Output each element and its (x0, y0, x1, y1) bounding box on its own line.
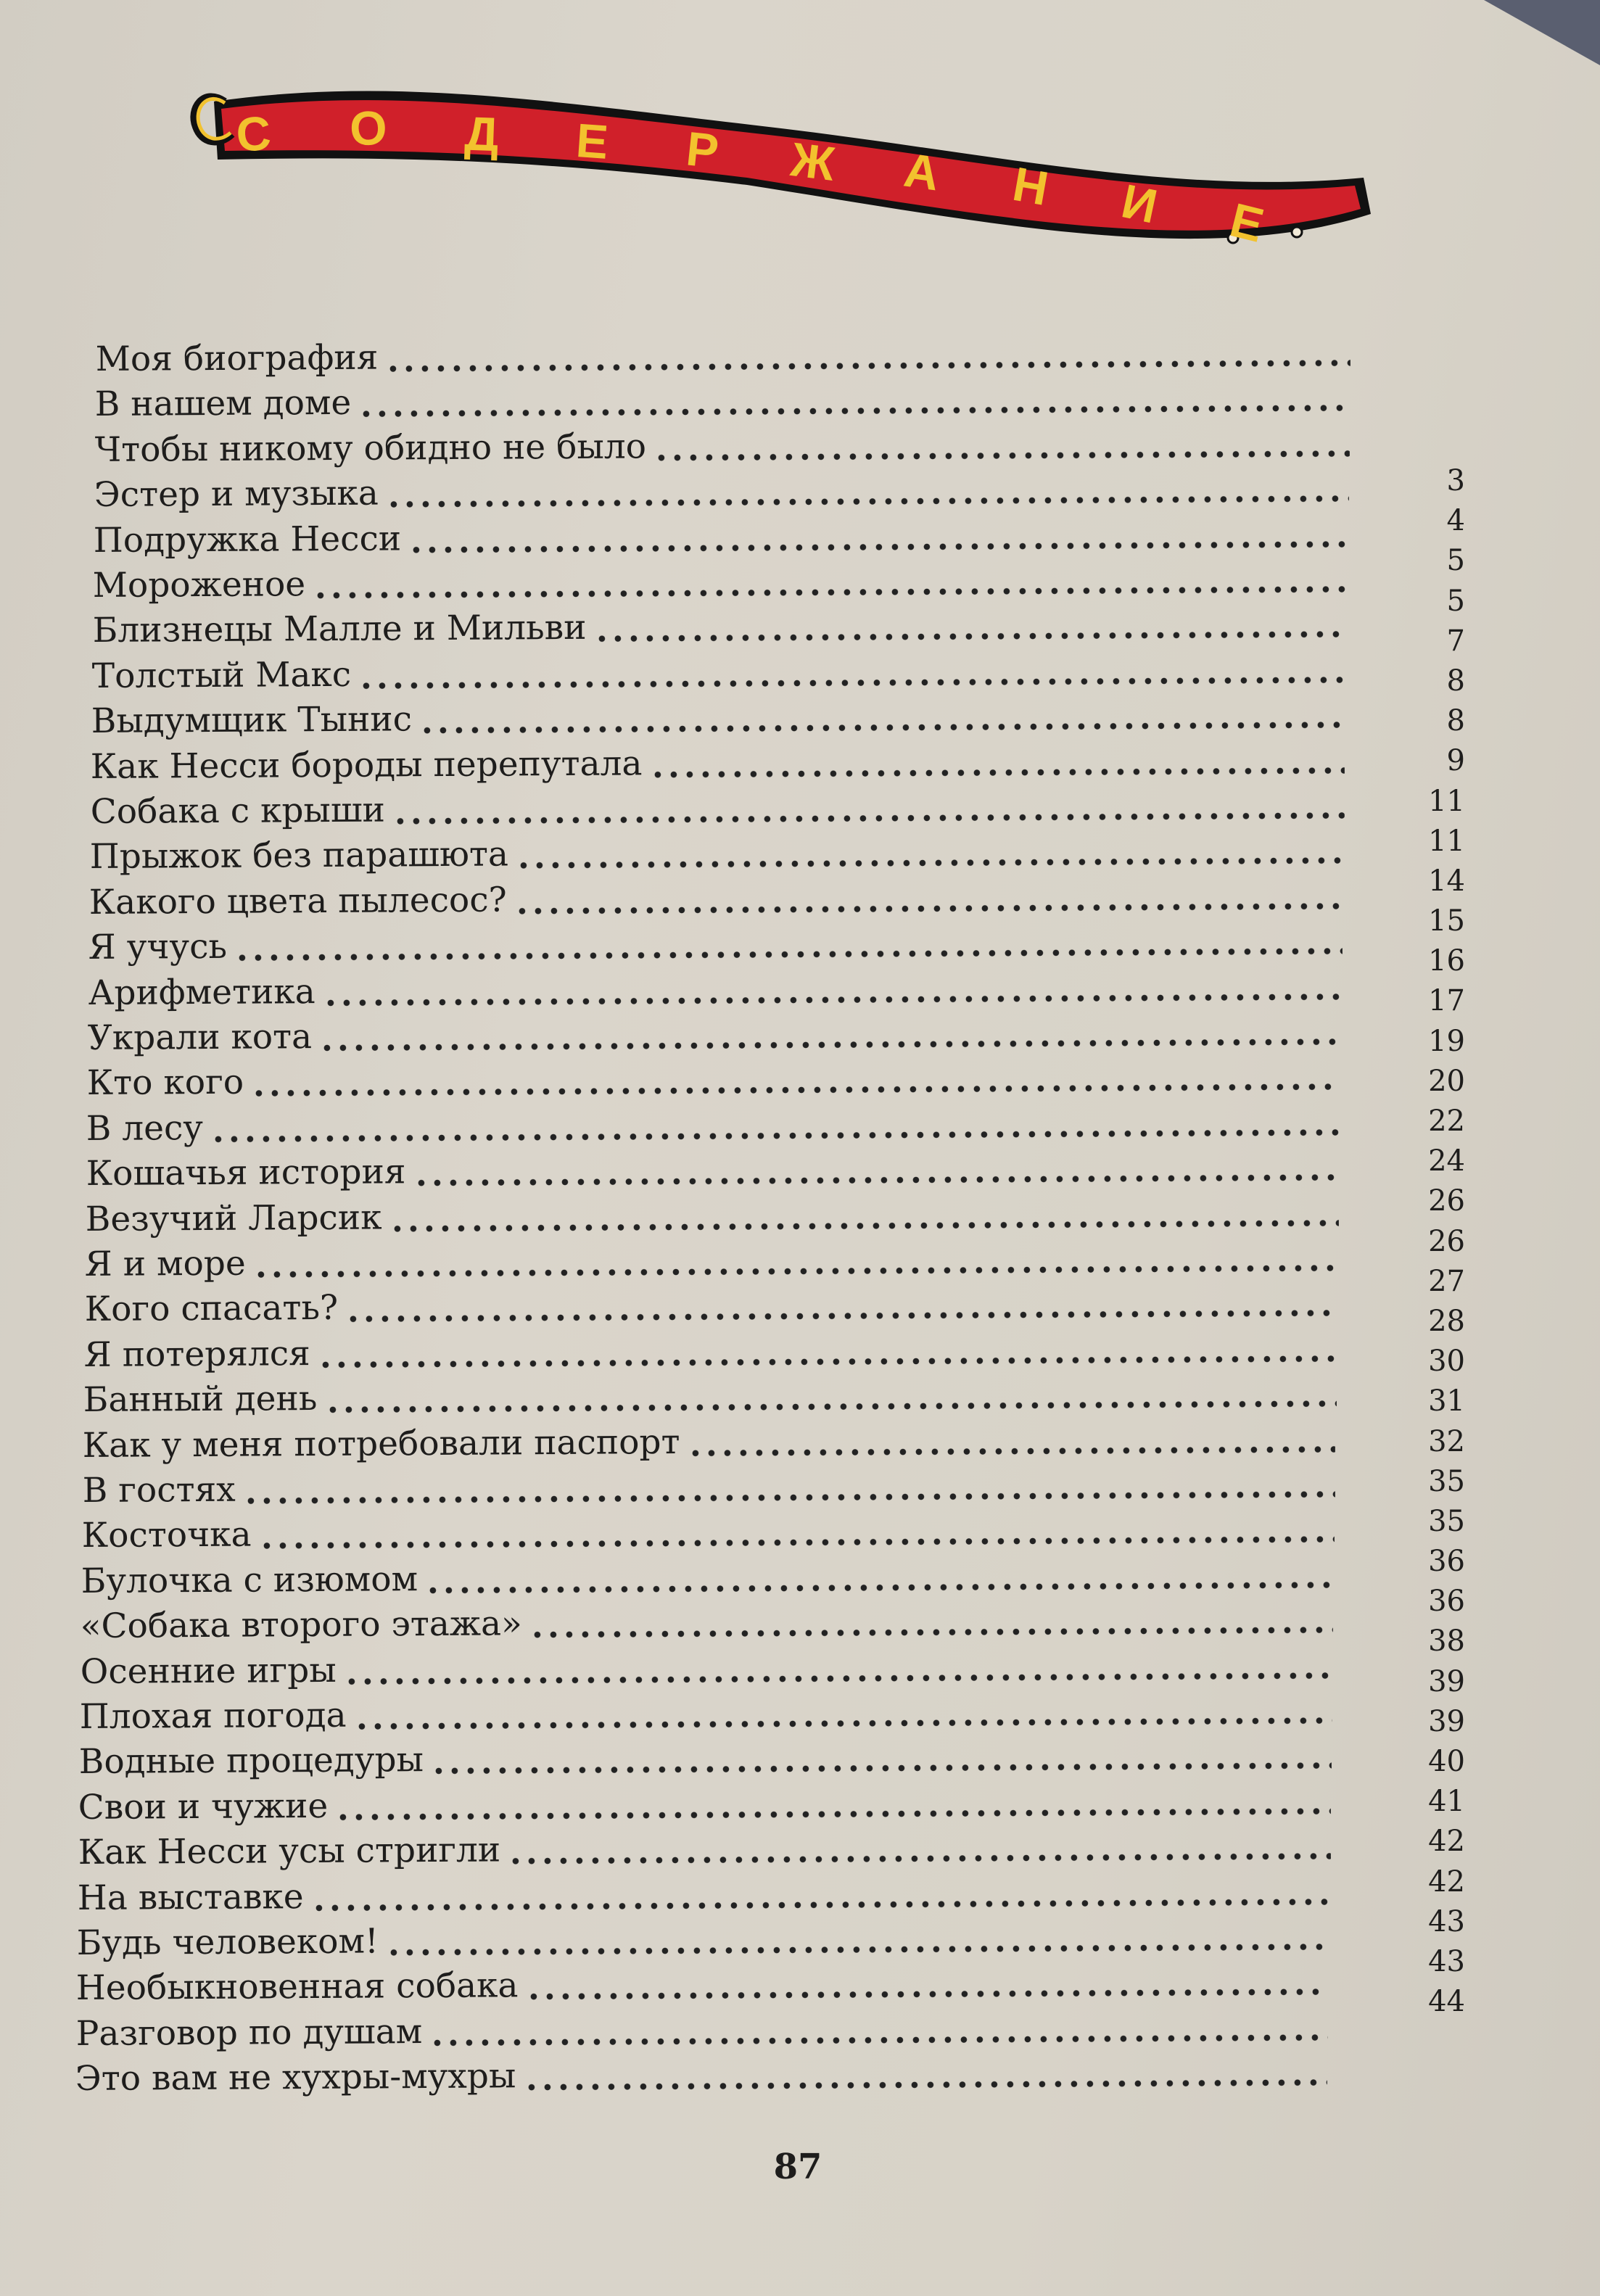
toc-leader-dots (593, 631, 1347, 643)
toc-entry-title: Толстый Макс (91, 654, 352, 696)
toc-leader-dots (650, 767, 1345, 778)
toc-entry[interactable] (83, 1418, 1336, 1466)
toc-leader-dots (358, 676, 1346, 689)
toc-entry[interactable] (86, 1192, 1339, 1240)
toc-page-number: 19 (1428, 1024, 1465, 1058)
toc-entry[interactable] (95, 377, 1350, 426)
toc-entry[interactable] (81, 1508, 1335, 1557)
toc-entry[interactable] (80, 1689, 1332, 1738)
toc-leader-dots (354, 1717, 1332, 1730)
toc-entry[interactable] (81, 1553, 1334, 1602)
toc-leader-dots (253, 1264, 1338, 1278)
toc-entry[interactable] (94, 468, 1348, 516)
toc-entry-title: Арифметика (88, 971, 316, 1013)
toc-entry-title: Моя биография (95, 337, 379, 379)
banner-letter: Н (1009, 156, 1052, 216)
toc-entry[interactable] (80, 1644, 1332, 1693)
page-number: 87 (773, 2147, 822, 2187)
toc-entry-title: Кого спасать? (84, 1288, 338, 1330)
toc-page-number: 26 (1428, 1224, 1465, 1258)
toc-entry[interactable] (96, 331, 1350, 380)
toc-page-number: 28 (1428, 1304, 1465, 1338)
toc-entry[interactable] (93, 558, 1348, 606)
toc-entry[interactable] (75, 2006, 1327, 2055)
toc-leader-dots (345, 1310, 1337, 1323)
toc-page-number: 44 (1428, 1985, 1465, 2019)
toc-entry-title: Косточка (81, 1514, 252, 1556)
toc-entry-title: Банный день (83, 1379, 318, 1421)
toc-page-number: 8 (1446, 664, 1465, 698)
toc-leader-dots (258, 1536, 1335, 1550)
toc-leader-dots (322, 993, 1342, 1007)
toc-entry-title: Собака с крыши (90, 790, 385, 832)
toc-leader-dots (385, 359, 1350, 372)
toc-leader-dots (408, 540, 1348, 553)
toc-leader-dots (392, 812, 1345, 825)
toc-leader-dots (529, 1627, 1333, 1639)
toc-page-number: 31 (1428, 1384, 1465, 1419)
toc-leader-dots (242, 1490, 1335, 1504)
toc-entry-title: Разговор по душам (75, 2011, 423, 2054)
banner-letter: Ж (788, 132, 838, 191)
toc-page-number: 4 (1446, 504, 1465, 538)
toc-leader-dots (251, 1083, 1340, 1097)
toc-entry-title: Чтобы никому обидно не было (94, 426, 646, 470)
toc-entry-title: Близнецы Малле и Мильви (92, 608, 587, 651)
toc-page-number: 40 (1428, 1745, 1465, 1778)
toc-page-number: 14 (1428, 864, 1465, 898)
toc-leader-dots (336, 1807, 1331, 1820)
toc-leader-dots (389, 1219, 1339, 1232)
toc-leader-dots (688, 1445, 1336, 1456)
toc-leader-dots (431, 1762, 1332, 1775)
toc-entry-title: Выдумщик Тынис (91, 699, 413, 742)
toc-leader-dots (311, 1898, 1330, 1912)
toc-leader-dots (234, 948, 1342, 962)
banner-letter: Р (683, 121, 722, 178)
toc-entry-title: В гостях (82, 1469, 236, 1511)
toc-page-number: 41 (1428, 1785, 1465, 1819)
toc-entry[interactable] (87, 1056, 1341, 1104)
toc-entry[interactable] (83, 1327, 1337, 1376)
toc-leader-dots (526, 1989, 1329, 2001)
toc-page-number: 35 (1428, 1504, 1465, 1538)
toc-entry-title: Я потерялся (83, 1333, 310, 1375)
toc-page-number: 30 (1428, 1345, 1465, 1379)
toc-page-number: 20 (1428, 1064, 1465, 1098)
toc-entry[interactable] (85, 1236, 1338, 1285)
toc-page-number: 38 (1428, 1624, 1465, 1659)
toc-leader-dots (514, 902, 1343, 914)
toc-page-number: 15 (1428, 904, 1465, 938)
toc-page-number: 36 (1428, 1585, 1465, 1619)
toc-entry-title: На выставке (77, 1876, 304, 1918)
toc-page-number: 11 (1428, 784, 1465, 818)
toc-entry[interactable] (78, 1870, 1330, 1919)
toc-leader-dots (386, 1943, 1329, 1956)
toc-entry-title: Эстер и музыка (94, 473, 379, 516)
banner-letter: Е (574, 113, 610, 169)
toc-page-number: 8 (1446, 704, 1465, 738)
toc-entry[interactable] (86, 1101, 1340, 1149)
toc-entry[interactable] (82, 1463, 1335, 1511)
toc-leader-dots (210, 1128, 1340, 1143)
toc-page-number: 43 (1428, 1944, 1465, 1978)
toc-leader-dots (523, 2079, 1327, 2091)
toc-entry[interactable] (88, 1010, 1342, 1059)
toc-leader-dots (359, 405, 1350, 418)
toc-entry[interactable] (91, 739, 1345, 788)
toc-page-number: 24 (1428, 1144, 1465, 1178)
toc-entry[interactable] (83, 1373, 1337, 1421)
toc-entry[interactable] (92, 603, 1347, 652)
toc-entry-title: Это вам не хухры-мухры (75, 2056, 516, 2099)
toc-page-number: 36 (1428, 1545, 1465, 1579)
toc-entry-title: В нашем доме (94, 383, 352, 425)
toc-entry-title: Как Несси усы стригли (78, 1830, 500, 1873)
toc-entry[interactable] (78, 1780, 1331, 1828)
toc-page-number: 43 (1428, 1904, 1465, 1938)
toc-leader-dots (343, 1672, 1332, 1685)
toc-entry[interactable] (81, 1599, 1333, 1648)
toc-entry[interactable] (94, 513, 1348, 561)
toc-page-number: 42 (1428, 1865, 1465, 1899)
toc-page-number: 27 (1428, 1264, 1465, 1298)
toc-leader-dots (386, 495, 1349, 508)
toc-leader-dots (319, 1038, 1341, 1052)
toc-entry[interactable] (77, 1915, 1329, 1964)
banner-letter: Е (1225, 192, 1269, 252)
toc-entry-title: Везучий Ларсик (85, 1197, 382, 1239)
toc-entry[interactable] (88, 920, 1343, 969)
toc-entry-title: Водные процедуры (78, 1740, 424, 1783)
banner-letter: С (234, 105, 273, 162)
toc-entry-title: Я и море (84, 1243, 247, 1284)
banner-letter: Д (463, 106, 500, 162)
toc-entry-title: Кошачья история (86, 1152, 406, 1194)
toc-entry[interactable] (79, 1735, 1332, 1783)
toc-entry[interactable] (91, 648, 1346, 697)
banner-letter: О (348, 100, 388, 156)
toc-entry-title: Кто кого (86, 1062, 244, 1104)
toc-entry-title: Какого цвета пылесос? (88, 880, 508, 922)
toc-entry[interactable] (89, 875, 1343, 923)
toc-leader-dots (516, 857, 1344, 870)
toc-entry-title: В лесу (86, 1107, 204, 1149)
toc-page-number: 32 (1428, 1424, 1465, 1458)
toc-page-number: 9 (1446, 744, 1465, 778)
toc-page-number: 39 (1428, 1704, 1465, 1738)
toc-entry[interactable] (90, 784, 1344, 833)
toc-page-number: 42 (1428, 1825, 1465, 1859)
toc-page-number: 5 (1446, 584, 1465, 618)
toc-entry-title: Необыкновенная собака (76, 1965, 519, 2009)
toc-entry[interactable] (76, 1961, 1329, 2010)
toc-entry-title: Мороженое (92, 564, 306, 606)
toc-leader-dots (318, 1355, 1337, 1368)
toc-page-number: 26 (1428, 1184, 1465, 1218)
toc-leader-dots (508, 1853, 1330, 1865)
toc-entry-title: Как у меня потребовали паспорт (82, 1421, 680, 1466)
toc-entry[interactable] (91, 694, 1345, 743)
toc-page-number: 22 (1428, 1104, 1465, 1138)
toc-entry-title: «Собака второго этажа» (81, 1603, 523, 1647)
toc-page-number: 39 (1428, 1664, 1465, 1698)
toc-page-number: 35 (1428, 1464, 1465, 1498)
toc-page-number: 16 (1428, 944, 1465, 978)
toc-entry-title: Плохая погода (79, 1695, 347, 1737)
toc-page-number: 11 (1428, 824, 1465, 858)
toc-page-number: 7 (1446, 624, 1465, 658)
toc-leader-dots (313, 585, 1347, 599)
toc-page-number: 17 (1428, 984, 1465, 1018)
toc-page-number: 3 (1446, 464, 1465, 497)
toc-entry[interactable] (84, 1282, 1337, 1331)
toc-entry-title: Украли кота (87, 1017, 313, 1058)
banner-letter: И (1117, 173, 1163, 234)
toc-entry[interactable] (90, 830, 1344, 878)
toc-page-numbers (1378, 461, 1465, 2022)
toc-entry-title: Свои и чужие (78, 1785, 329, 1828)
toc-entry-title: Как Несси бороды перепутала (91, 743, 643, 787)
toc-leader-dots (413, 1174, 1339, 1187)
toc-entry-title: Булочка с изюмом (81, 1558, 418, 1601)
toc-leader-dots (429, 2033, 1328, 2047)
toc-entry-title: Подружка Несси (93, 519, 402, 561)
toc-entry[interactable] (86, 1147, 1339, 1195)
toc-entry[interactable] (75, 2052, 1327, 2100)
toc-leader-dots (324, 1400, 1336, 1414)
toc-entry[interactable] (78, 1825, 1330, 1874)
toc-entry-title: Будь человеком! (76, 1921, 379, 1963)
toc-entry[interactable] (94, 422, 1349, 471)
toc-entry-title: Я учусь (88, 927, 228, 968)
toc-leader-dots (653, 450, 1350, 461)
toc-page-number: 5 (1446, 544, 1465, 578)
toc-entry[interactable] (88, 965, 1342, 1014)
toc-entry-title: Осенние игры (80, 1650, 337, 1692)
toc-leader-dots (425, 1581, 1334, 1594)
banner-letter: А (901, 142, 943, 201)
toc-leader-dots (419, 722, 1345, 735)
toc-entry-title: Прыжок без парашюта (89, 834, 508, 877)
